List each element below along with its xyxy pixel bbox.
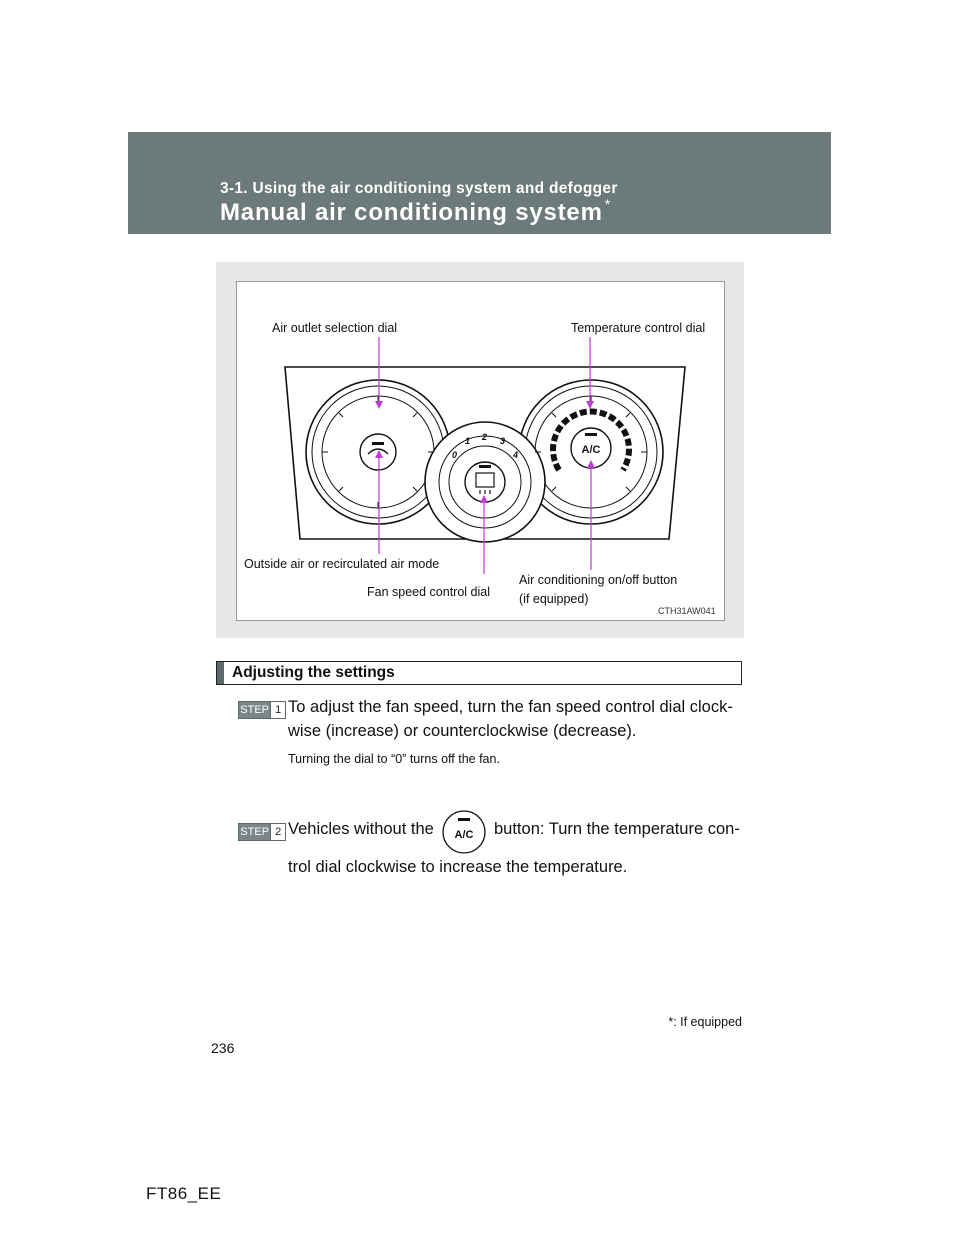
fan-number-4: 4 <box>513 450 519 460</box>
control-panel-figure <box>236 281 725 621</box>
callout-temperature: Temperature control dial <box>571 321 706 335</box>
callout-air-outlet: Air outlet selection dial <box>272 321 398 335</box>
fan-number-2: 2 <box>482 432 488 442</box>
footnote-symbol: * <box>668 1015 674 1029</box>
step-1-note: Turning the dial to “0” turns off the fan. <box>288 752 500 766</box>
fan-number-1: 1 <box>465 436 471 446</box>
step-1-line-1: To adjust the fan speed, turn the fan speed control dial clock- <box>288 698 733 716</box>
page-number: 236 <box>211 1040 235 1056</box>
section-heading <box>216 661 742 685</box>
step-1-badge <box>238 701 286 719</box>
heading-accent-bar <box>217 662 224 684</box>
callout-ac-button-line2: (if equipped) <box>519 592 589 606</box>
step-number: 1 <box>270 702 285 718</box>
fan-number-3: 3 <box>500 436 506 446</box>
callout-outside-air: Outside air or recirculated air mode <box>244 557 440 571</box>
step-number: 2 <box>270 824 285 840</box>
fan-number-0: 0 <box>452 450 458 460</box>
section-heading-text: Adjusting the settings <box>232 664 395 681</box>
callout-fan-speed: Fan speed control dial <box>367 585 490 599</box>
ac-button-icon <box>441 809 487 855</box>
document-code: FT86_EE <box>146 1184 222 1203</box>
footnote-marker: * <box>604 196 611 212</box>
step-label: STEP <box>240 704 270 716</box>
figure-code: CTH31AW041 <box>658 606 716 616</box>
page-title-text: Manual air conditioning system <box>220 199 603 226</box>
footnote-text: : If equipped <box>673 1015 742 1029</box>
inline-ac-label: A/C <box>454 829 474 841</box>
step-2-line-1b: button: Turn the temperature con- <box>494 820 740 838</box>
step-2-line-2: trol dial clockwise to increase the temperature. <box>288 858 628 876</box>
callout-ac-button-line1: Air conditioning on/off button <box>519 573 678 587</box>
ac-button-label: A/C <box>581 444 601 456</box>
section-label: 3-1. Using the air conditioning system and defogger <box>220 180 618 197</box>
step-2-badge <box>238 823 286 841</box>
step-1-line-2: wise (increase) or counterclockwise (decrease). <box>288 722 637 740</box>
page-title <box>220 198 611 227</box>
step-label: STEP <box>240 826 270 838</box>
footnote <box>668 1015 742 1029</box>
step-2-line-1a: Vehicles without the <box>288 820 434 838</box>
